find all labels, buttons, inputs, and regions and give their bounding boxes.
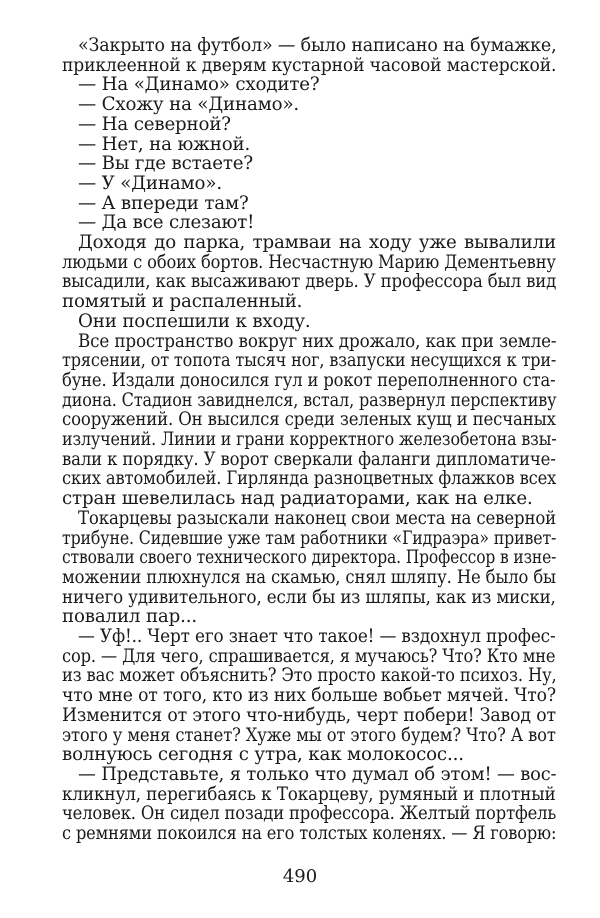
text-line: Доходя до парка, трамваи на ходу уже вывалили — [78, 232, 556, 253]
text-line: — На «Динамо» сходите? — [78, 74, 320, 96]
text-line: сор. — Для чего, спрашивается, я мучаюсь? Что? Кто мне — [62, 645, 556, 667]
text-line: трясении, от топота тысяч ног, взапуски несущихся к три- — [62, 350, 557, 372]
text-line: ских автомобилей. Гирлянда разноцветных флажков всех — [62, 468, 557, 490]
text-line: — На северной? — [78, 113, 231, 135]
text-line: что мне от того, кто из них больше вобьет мячей. Что? — [62, 685, 556, 707]
text-line: — У «Динамо». — [78, 172, 222, 194]
text-line: Изменится от этого что-нибудь, черт побери! Завод от — [62, 704, 556, 726]
text-line: приклеенной к дверям кустарной часовой мастерской. — [62, 54, 557, 76]
text-line: — А впереди там? — [78, 192, 249, 214]
text-line: ствовали своего технического директора. Профессор в изне- — [62, 547, 557, 569]
text-line: — Да все слезают! — [78, 212, 255, 234]
text-line: буне. Издали доносился гул и рокот переполненного ста- — [62, 369, 556, 391]
text-line: повалил пар... — [62, 606, 198, 628]
text-line: ничего удивительного, если бы из шляпы, как из миски, — [62, 586, 556, 608]
page-number: 490 — [282, 865, 318, 887]
text-line: — Уф!.. Черт его знает что такое! — вздохнул профес- — [78, 626, 556, 647]
text-line: человек. Он сидел позади профессора. Желтый портфель — [62, 803, 557, 825]
text-line: — Нет, на южной. — [78, 133, 251, 155]
text-line: можении плюхнулся на скамью, снял шляпу. Не было бы — [62, 566, 556, 588]
text-line: трибуне. Сидевшие уже там работники «Гидраэра» привет- — [62, 527, 557, 549]
text-line: кликнул, перегибаясь к Токарцеву, румяный и плотный — [62, 783, 556, 805]
text-line: вали к порядку. У ворот сверкали фаланги дипломатиче- — [62, 448, 556, 470]
text-line: «Закрыто на футбол» — было написано на бумажке, — [78, 35, 557, 56]
text-line: стран шевелилась над радиаторами, как на елке. — [62, 488, 533, 510]
text-line: излучений. Линии и грани корректного железобетона взы- — [62, 429, 557, 450]
text-line: людьми с обоих бортов. Несчастную Марию Дементьевну — [62, 251, 556, 273]
text-line: диона. Стадион завиднелся, встал, развернул перспективу — [62, 389, 557, 411]
text-line: — Представьте, я только что думал об этом! — вос- — [78, 763, 557, 785]
text-line: сооружений. Он высился среди зеленых кущ и песчаных — [62, 409, 556, 431]
text-line: помятый и распаленный. — [62, 291, 303, 313]
text-line: из вас может объяснить? Это просто какой-то психоз. Ну, — [62, 665, 557, 687]
text-line: — Схожу на «Динамо». — [78, 94, 300, 116]
text-line: волнуюсь сегодня с утра, как молокосос... — [62, 744, 464, 766]
text-line: высадили, как высаживают дверь. У профессора был вид — [62, 271, 557, 293]
text-line: с ремнями покоился на его толстых коленях. — Я говорю: — [62, 823, 557, 844]
text-line: Все пространство вокруг них дрожало, как при земле- — [78, 330, 557, 352]
text-line: — Вы где встаете? — [78, 153, 253, 175]
text-line: Они поспешили к входу. — [78, 310, 311, 332]
text-line: этого у меня станет? Хуже мы от этого будем? Что? А вот — [62, 724, 556, 746]
text-line: Токарцевы разыскали наконец свои места на северной — [78, 507, 557, 529]
